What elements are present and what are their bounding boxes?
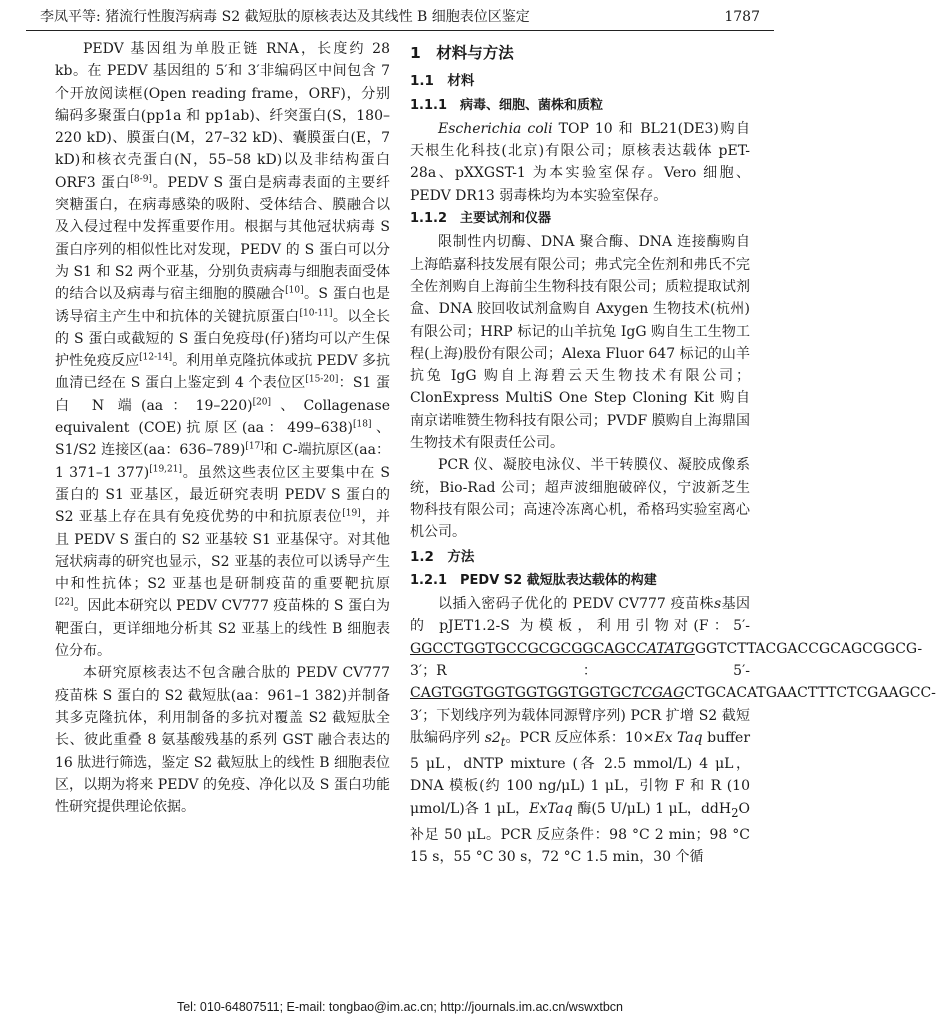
subsubsection-heading-reagents: 1.1.2 主要试剂和仪器 [410,211,552,227]
paragraph-pedv-genome: PEDV 基因组为单股正链 RNA，长度约 28 kb。在 PEDV 基因组的 5′和 3′非编码区中间包含 7 个开放阅读框(Open reading frame，ORF)，分别编码多聚蛋白(pp1a 和 pp1ab)、纤突蛋白(S，180–220 kD)、膜蛋白(M，27–32 kD)、囊膜蛋白(E，7 kD)和核衣壳蛋白(N，55–58 kD)以及非结构蛋白 ORF3 蛋白[8-9]。PEDV S 蛋白是病毒表面的主要纤突糖蛋白，在病毒感染的吸附、受体结合、膜融合以及入侵过程中发挥重要作用。根据与其他冠状病毒 S 蛋白序列的相似性比对发现，PEDV 的 S 蛋白可以分为 S1 和 S2 两个亚基，分别负责病毒与细胞表面受体的结合以及病毒与宿主细胞的膜融合[10]。S 蛋白也是诱导宿主产生中和抗体的关键抗原蛋白[10-11]。以全长的 S 蛋白或截短的 S 蛋白免疫母(仔)猪均可以产生保护性免疫反应[12-14]。利用单克隆抗体或抗 PEDV 多抗血清已经在 S 蛋白上鉴定到 4 个表位区[15-20]：S1 蛋白 N 端(aa：19–220)[20]、Collagenase equivalent (COE)抗原区(aa：499–638)[18]、S1/S2 连接区(aa：636–789)[17]和 C-端抗原区(aa：1 371–1 377)[19,21]。虽然这些表位区主要集中在 S 蛋白的 S1 亚基区，最近研究表明 PEDV S 蛋白的 S2 亚基上存在具有免疫优势的中和抗原表位[19]，并且 PEDV S 蛋白的 S2 亚基较 S1 亚基保守。对其他冠状病毒的研究也显示，S2 亚基的表位可以诱导产生中和性抗体；S2 亚基也是研制疫苗的重要靶抗原[22]。因此本研究以 PEDV CV777 疫苗株的 S 蛋白为靶蛋白，更详细地分析其 S2 亚基上的线性 B 细胞表位分布。 [55,41,391,660]
citation[interactable]: [10-11] [299,307,333,318]
citation[interactable]: [19] [342,508,361,519]
subsection-heading-materials: 1.1 材料 [410,73,475,90]
subsubsection-heading-strains: 1.1.1 病毒、细胞、菌株和质粒 [410,97,604,113]
citation[interactable]: [20] [252,397,272,408]
citation[interactable]: [10] [285,285,304,296]
citation[interactable]: [8-9] [130,174,152,185]
paragraph-study-aim: 本研究原核表达不包含融合肽的 PEDV CV777 疫苗株 S 蛋白的 S2 截短肽(aa：961–1 382)并制备其多克隆抗体，利用制备的多抗对覆盖 S2 截短肽全长、彼此重叠 8 氨基酸残基的系列 GST 融合表达的 16 肽进行筛选，鉴定 S2 截短肽上的线性 B 细胞表位区，以期为将来 PEDV 的免疫、净化以及 S 蛋白功能性研究提供理论依据。 [55,665,390,816]
primer-r-site: TCGAG [631,685,685,702]
paragraph-construct: 以插入密码子优化的 PEDV CV777 疫苗株s基因的 pJET1.2-S 为模板，利用引物对(F：5′-GGCCTGGTGCCGCGCGGCAGCCATATGGGTCTTACGACCGCAGCGGCG-3′；R：5′-CAGTGGTGGTGGTGGTGGTGCTCGAGCTGCACATGAACTTTCTCGAAGCC-3′；下划线序列为载体同源臂序列) PCR 扩增 S2 截短肽编码序列 $s2_t$。PCR 反应体系：10×Ex Taq buffer 5 μL，dNTP mixture (各 2.5 mmol/L) 4 μL，DNA 模板(约 100 ng/μL) 1 μL，引物 F 和 R (10 μmol/L)各 1 μL，ExTaq 酶(5 U/μL) 1 μL，ddH$_2$O 补足 50 μL。PCR 反应条件：98 °C 2 min；98 °C 15 s，55 °C 30 s，72 °C 1.5 min，30 个循 [410,596,936,865]
section-heading-methods: 1 材料与方法 [410,44,514,62]
primer-r-homology-arm: CAGTGGTGGTGGTGGTGGTGC [410,685,632,702]
citation[interactable]: [22] [55,597,74,608]
citation[interactable]: [15-20] [305,374,339,385]
primer-f-homology-arm: GGCCTGGTGCCGCGCGGCAGC [410,640,637,657]
right-column [410,38,936,868]
running-title: 李凤平等: 猪流行性腹泻病毒 S2 截短肽的原核表达及其线性 B 细胞表位区鉴定 [40,9,530,25]
paragraph-reagents: 限制性内切酶、DNA 聚合酶、DNA 连接酶购自上海皓嘉科技发展有限公司；弗式完全佐剂和弗氏不完全佐剂购自上海前尘生物科技有限公司；质粒提取试剂盒、DNA 胶回收试剂盒购自 Axygen 生物技术(杭州)有限公司；HRP 标记的山羊抗兔 IgG 购自生工生物工程(上海)股份有限公司；Alexa Fluor 647 标记的山羊抗兔 IgG 购自上海碧云天生物技术有限公司；ClonExpress MultiS One Step Cloning Kit 购自南京诺唯赞生物科技有限公司；PVDF 膜购自上海鼎国生物技术有限责任公司。 [410,234,750,452]
citation[interactable]: [17] [245,441,264,452]
footer-contact: Tel: 010-64807511; E-mail: tongbao@im.ac.cn; http://journals.im.ac.cn/wswxtbcn [176,1000,623,1014]
citation[interactable]: [12-14] [139,352,173,363]
subsection-heading-methods: 1.2 方法 [410,548,475,565]
paragraph-strains: Escherichia coli TOP 10 和 BL21(DE3)购自天根生化科技(北京)有限公司；原核表达载体 pET-28a、pXXGST-1 为本实验室保存。Vero 细胞、PEDV DR13 弱毒株均为本实验室保存。 [410,120,750,204]
citation[interactable]: [18] [352,419,372,430]
subsubsection-heading-construct: 1.2.1 PEDV S2 截短肽表达载体的构建 [410,572,657,588]
page-number: 1787 [724,9,760,25]
left-column [55,38,390,818]
paragraph-instruments: PCR 仪、凝胶电泳仪、半干转膜仪、凝胶成像系统，Bio-Rad 公司；超声波细胞破碎仪，宁波新芝生物科技有限公司；高速冷冻离心机，希格玛实验室离心机公司。 [410,457,750,541]
running-header [26,6,774,31]
citation[interactable]: [19,21] [149,463,183,474]
primer-f-site: CATATG [636,640,695,657]
